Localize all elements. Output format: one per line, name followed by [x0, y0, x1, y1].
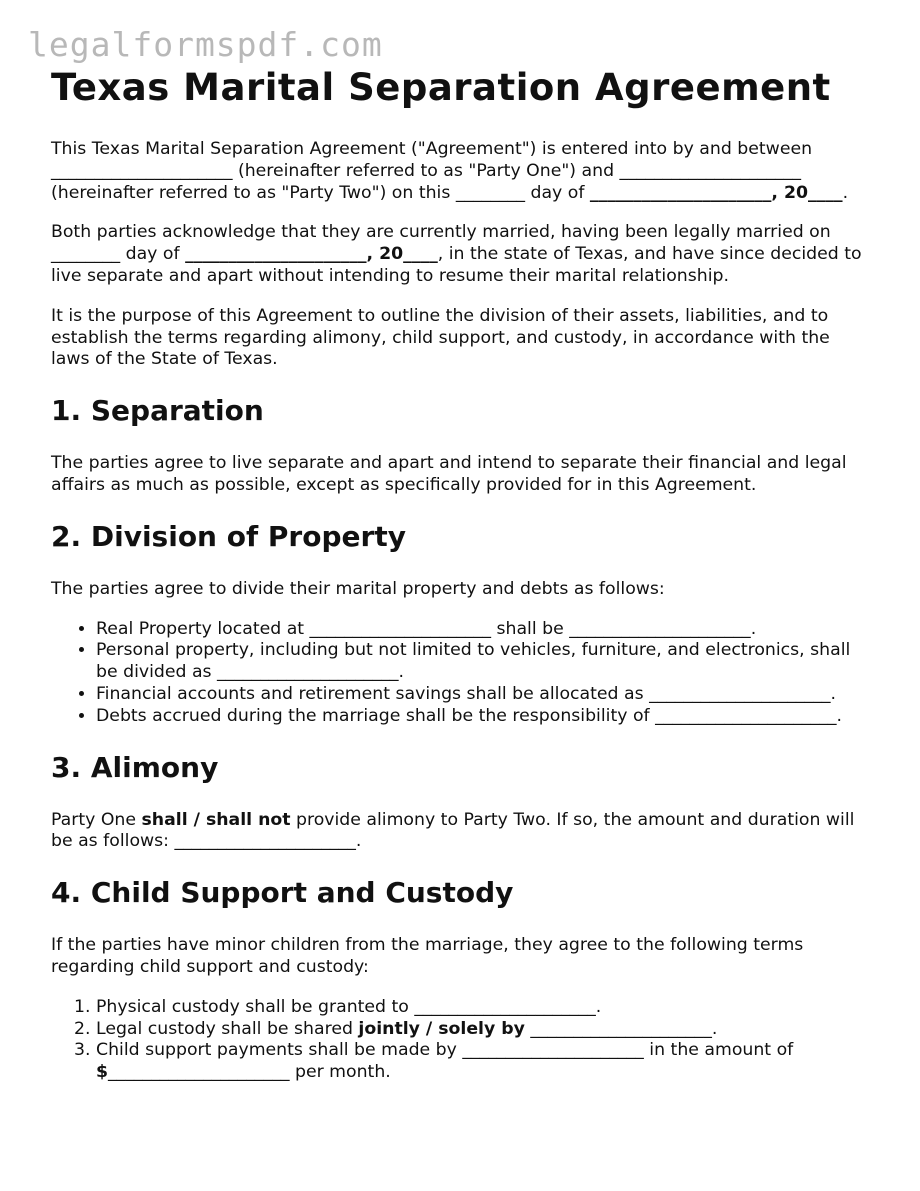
section-text-alimony: Party One shall / shall not provide alimony to Party Two. If so, the amount and duration will be as follows: _____________________. — [51, 809, 855, 852]
marriage-day-blank: ________ — [51, 244, 121, 265]
watermark: legalformspdf.com — [28, 25, 383, 64]
party-two-blank: _____________________ — [619, 160, 801, 181]
agreement-month-year-blank: _____________________, 20____ — [589, 182, 843, 203]
section-heading-alimony: 3. Alimony — [51, 750, 219, 784]
document-body — [51, 64, 871, 1084]
list-item: • Real Property located at _____________________ shall be _____________________. — [96, 619, 871, 641]
custody-list — [51, 997, 871, 1084]
list-item: 1. Physical custody shall be granted to _____________________. — [96, 997, 871, 1019]
section-text-separation: The parties agree to live separate and apart and intend to separate their financial and legal affairs as much as possible, except as specifically provided for in this Agreement. — [51, 453, 847, 495]
intro-paragraph-2: Both parties acknowledge that they are currently married, having been legally married on ________ day of _____________________, 20____, in the state of Texas, and have since decided to live separate and apart without intending to resume their marital relationship. — [51, 222, 862, 286]
list-item: 3. Child support payments shall be made by _____________________ in the amount of $_____________________ per month. — [96, 1040, 871, 1084]
list-item: • Debts accrued during the marriage shall be the responsibility of _____________________. — [96, 706, 871, 728]
section-heading-separation: 1. Separation — [51, 394, 264, 428]
list-item: 2. Legal custody shall be shared jointly / solely by _____________________. — [96, 1019, 871, 1041]
party-one-blank: _____________________ — [51, 160, 233, 181]
list-item: • Financial accounts and retirement savings shall be allocated as _____________________. — [96, 684, 871, 706]
section-heading-custody: 4. Child Support and Custody — [51, 876, 514, 910]
page-title: Texas Marital Separation Agreement — [51, 66, 831, 109]
property-list — [51, 619, 871, 728]
marriage-month-year-blank: _____________________, 20____ — [185, 244, 438, 265]
agreement-day-blank: ________ — [455, 182, 525, 203]
intro-paragraph-1: This Texas Marital Separation Agreement ("Agreement") is entered into by and between _____________________ (hereinafter referred to as "Party One") and _____________________ (hereinafter referred to as "Party Two") on this ________ day of _____________________, 20____. — [51, 139, 849, 203]
section-text-custody: If the parties have minor children from the marriage, they agree to the following terms regarding child support and custody: — [51, 935, 804, 977]
section-heading-property: 2. Division of Property — [51, 519, 406, 553]
intro-paragraph-3: It is the purpose of this Agreement to outline the division of their assets, liabilities, and to establish the terms regarding alimony, child support, and custody, in accordance with the laws of the State of Texas. — [51, 305, 830, 370]
section-text-property: The parties agree to divide their marital property and debts as follows: — [51, 578, 665, 599]
list-item: • Personal property, including but not limited to vehicles, furniture, and electronics, shall be divided as _____________________. — [96, 640, 871, 684]
